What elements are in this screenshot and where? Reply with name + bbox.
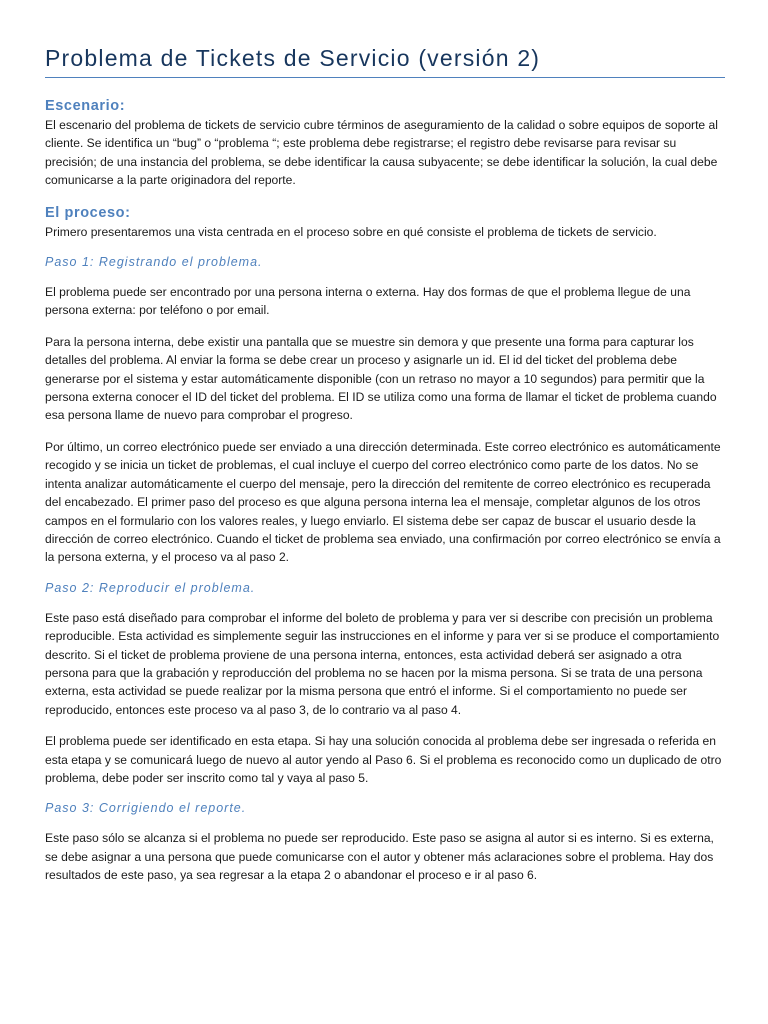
step-1-paragraph: El problema puede ser encontrado por una persona interna o externa. Hay dos formas de que el problema llegue de una persona externa: por teléfono o por email. bbox=[45, 285, 691, 318]
section-heading-proceso: El proceso: bbox=[45, 204, 131, 221]
document-page bbox=[45, 44, 725, 885]
proceso-intro-paragraph: Primero presentaremos una vista centrada en el proceso sobre en qué consiste el problema de tickets de servicio. bbox=[45, 224, 657, 239]
step-3-heading: Paso 3: Corrigiendo el reporte. bbox=[45, 801, 247, 816]
step-2-heading: Paso 2: Reproducir el problema. bbox=[45, 580, 256, 595]
document-title: Problema de Tickets de Servicio (versión 2) bbox=[45, 44, 725, 78]
step-1-heading: Paso 1: Registrando el problema. bbox=[45, 255, 263, 270]
step-2-paragraph: Este paso está diseñado para comprobar el informe del boleto de problema y para ver si describe con precisión un problema reproducible. Esta actividad es simplemente seguir las instrucciones en el informe y para ver si se produce el comportamiento descrito. Si el ticket de problema proviene de una persona interna, entonces, esta actividad deberá ser asignado a otra persona para que la grabación y reproducción del problema no se hacen por la misma persona. Si se trata de una persona externa, esta actividad se puede realizar por la misma persona que entró el informe. Si el comportamiento no puede ser reproducido, entonces este proceso va al paso 3, de lo contrario va al paso 4. bbox=[45, 610, 720, 717]
step-1-paragraph: Para la persona interna, debe existir una pantalla que se muestre sin demora y que presente una forma para capturar los detalles del problema. Al enviar la forma se debe crear un proceso y asignarle un id. El id del ticket del problema debe generarse por el sistema y estar automáticamente disponible (con un retraso no mayor a 10 segundos) para permitir que la persona externa conocer el ID del ticket del problema. El ID se utiliza como una forma de llamar el ticket de problema cuando esa persona llame de nuevo para comprobar el progreso. bbox=[45, 334, 717, 423]
step-1-paragraph: Por último, un correo electrónico puede ser enviado a una dirección determinada. Este correo electrónico es automáticamente recogido y se inicia un ticket de problemas, el cual incluye el cuerpo del correo electrónico como parte de los datos. No se intenta analizar automáticamente el cuerpo del mensaje, pero la dirección del remitente de correo electrónico es recuperada del encabezado. El primer paso del proceso es que alguna persona interna lea el mensaje, completar algunos de los otros campos en el formulario con los valores reales, y luego enviarlo. El sistema debe ser capaz de buscar el usuario desde la dirección de correo electrónico. Cuando el ticket de problema sea enviado, una confirmación por correo electrónico se envía a la persona externa, y el proceso va al paso 2. bbox=[45, 439, 721, 565]
section-heading-escenario: Escenario: bbox=[45, 98, 126, 114]
escenario-paragraph: El escenario del problema de tickets de servicio cubre términos de aseguramiento de la calidad o sobre equipos de soporte al cliente. Se identifica un “bug” o “problema “; este problema debe registrarse; el registro debe revisarse para revisar su precisión; de una instancia del problema, se debe identificar la causa subyacente; se debe identificar la solución, la cual debe comunicarse a la parte originadora del reporte. bbox=[45, 118, 718, 188]
step-3-paragraph: Este paso sólo se alcanza si el problema no puede ser reproducido. Este paso se asigna al autor si es interno. Si es externa, se debe asignar a una persona que puede comunicarse con el autor y obtener más aclaraciones sobre el problema. Hay dos resultados de este paso, ya sea regresar a la etapa 2 o abandonar el proceso e ir al paso 6. bbox=[45, 831, 714, 883]
step-2-paragraph: El problema puede ser identificado en esta etapa. Si hay una solución conocida al problema debe ser ingresada o referida en esta etapa y se comunicará luego de nuevo al autor yendo al Paso 6. Si el problema es reconocido como un duplicado de otro problema, debe poder ser inscrito como tal y vaya al paso 5. bbox=[45, 734, 722, 785]
